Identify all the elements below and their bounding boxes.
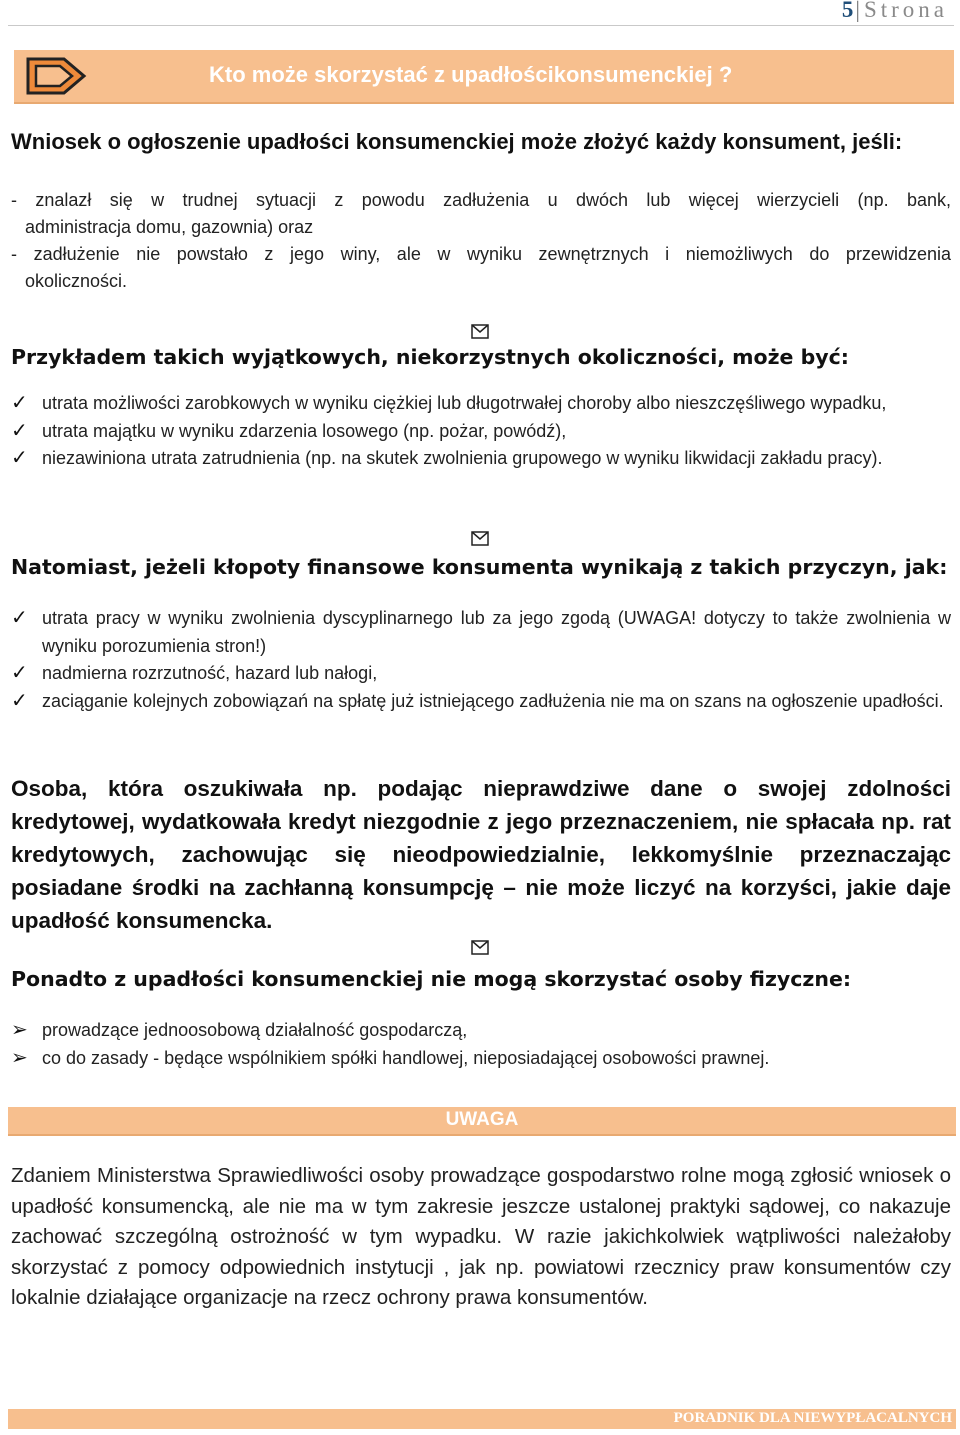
list-item: [11, 1045, 951, 1073]
checkmark-icon: ✓: [11, 419, 28, 442]
checkmark-icon: ✓: [11, 607, 28, 629]
header-rule: [8, 25, 954, 26]
intro-line: - zadłużenie nie powstało z jego winy, ale w wyniku zewnętrznych i niemożliwych do przewidzenia: [11, 244, 951, 264]
intro-heading: Wniosek o ogłoszenie upadłości konsumenckiej może złożyć każdy konsument, jeśli:: [11, 129, 903, 154]
title-banner: [14, 50, 954, 104]
header-separator: |: [855, 0, 860, 22]
footer-text: PORADNIK DLA NIEWYPŁACALNYCH: [673, 1410, 952, 1426]
list-item-text: utrata pracy w wyniku zwolnienia dyscyplinarnego lub za jego zgodą (UWAGA! dotyczy to także zwolnienia w wyniku porozumienia stron!): [42, 608, 951, 656]
intro-line: administracja domu, gazownia) oraz: [25, 217, 314, 237]
page-word: Strona: [863, 0, 948, 22]
list-item: [11, 660, 951, 688]
list-item-text: nadmierna rozrzutność, hazard lub nałogi,: [42, 663, 378, 683]
section3-list: [11, 1017, 951, 1072]
list-item: [11, 688, 951, 716]
intro-paragraph: [11, 187, 951, 295]
list-item-text: niezawiniona utrata zatrudnienia (np. na skutek zwolnienia grupowego w wyniku likwidacji zakładu pracy).: [42, 448, 883, 468]
list-item-text: utrata majątku w wyniku zdarzenia losowego (np. pożar, powódź),: [42, 420, 567, 441]
list-item: [11, 445, 951, 473]
list-item-text: zaciąganie kolejnych zobowiązań na spłatę już istniejącego zadłużenia nie ma on szans na ogłoszenie upadłości.: [42, 690, 944, 711]
intro-line: - znalazł się w trudnej sytuacji z powodu zadłużenia u dwóch lub więcej wierzycieli (np. bank,: [11, 190, 951, 210]
checkmark-icon: ✓: [11, 662, 28, 684]
section2-list: [11, 605, 951, 715]
checkmark-icon: ✓: [11, 689, 28, 712]
page-number: 5: [841, 0, 854, 22]
uwaga-paragraph: Zdaniem Ministerstwa Sprawiedliwości osoby prowadzące gospodarstwo rolne mogą zgłosić wniosek o upadłość konsumencką, ale nie ma w tym zakresie jeszcze ustalonej praktyki sądowej, co nakazuje zachować szczególną ostrożność w tym wypadku. W razie jakichkolwiek wątpliwości należałoby skorzystać z pomocy odpowiednich instytucji , jak np. powiatowi rzecznicy praw konsumentów czy lokalnie działające organizacje na rzecz ochrony prawa konsumentów.: [11, 1164, 951, 1309]
section1-list: [11, 390, 951, 473]
section3-heading: Ponadto z upadłości konsumenckiej nie mogą skorzystać osoby fizyczne:: [11, 967, 852, 991]
small-envelope-icon: [471, 531, 489, 546]
section1-heading: Przykładem takich wyjątkowych, niekorzystnych okoliczności, może być:: [11, 345, 849, 369]
fraud-paragraph: Osoba, która oszukiwała np. podając nieprawdziwe dane o swojej zdolności kredytowej, wydatkowała kredyt niezgodnie z jego przeznaczeniem, nie spłacała np. rat kredytowych, zachowując się nieodpowiedzialnie, lekkomyślnie przeznaczając posiadane środki na zachłanną konsumpcję – nie może liczyć na korzyści, jakie daje upadłość konsumencka.: [11, 776, 951, 933]
uwaga-label: UWAGA: [445, 1109, 519, 1130]
checkmark-icon: ✓: [11, 392, 28, 414]
list-item: [11, 1017, 951, 1045]
small-envelope-icon: [471, 324, 489, 339]
intro-line: okoliczności.: [25, 271, 128, 291]
page-header: [842, 0, 948, 23]
list-item-text: prowadzące jednoosobową działalność gospodarczą,: [42, 1020, 468, 1040]
list-item-text: utrata możliwości zarobkowych w wyniku ciężkiej lub długotrwałej choroby albo nieszczęśliwego wypadku,: [42, 393, 887, 413]
footer-banner: [8, 1409, 956, 1429]
uwaga-banner: [8, 1107, 956, 1136]
small-envelope-icon: [471, 940, 489, 955]
arrowhead-bullet-icon: ➢: [11, 1019, 28, 1041]
list-item: [11, 605, 951, 660]
arrow-tag-icon: [24, 56, 88, 96]
list-item-text: co do zasady - będące wspólnikiem spółki handlowej, nieposiadającej osobowości prawnej.: [42, 1047, 770, 1068]
checkmark-icon: ✓: [11, 447, 28, 469]
section2-heading: Natomiast, jeżeli kłopoty finansowe konsumenta wynikają z takich przyczyn, jak:: [11, 555, 948, 579]
banner-title: Kto może skorzystać z upadłościkonsumenckiej ?: [209, 62, 733, 87]
list-item: [11, 390, 951, 418]
list-item: [11, 418, 951, 446]
arrowhead-bullet-icon: ➢: [11, 1046, 28, 1069]
